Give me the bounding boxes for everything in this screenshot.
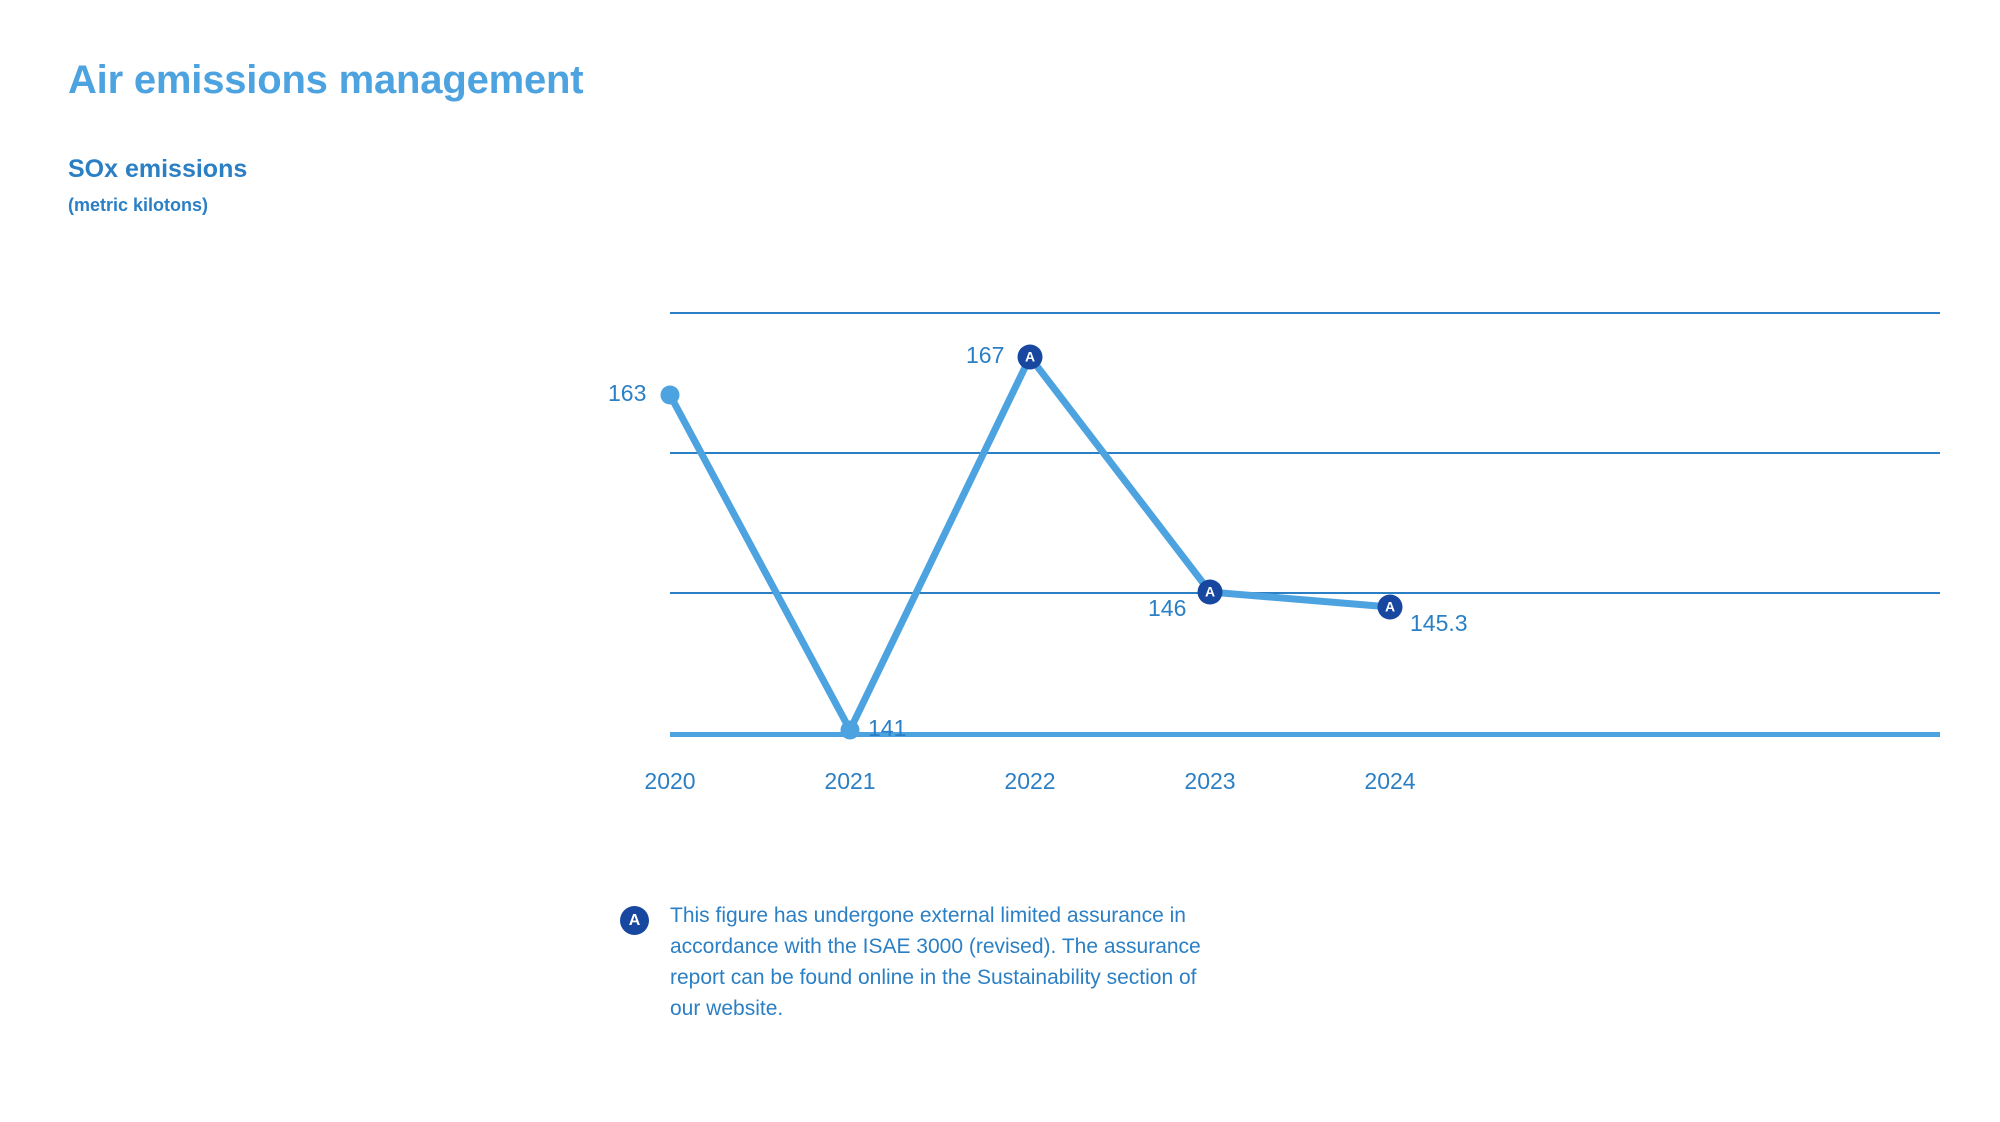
data-label-2022: 167 xyxy=(966,342,1005,368)
series-line xyxy=(670,300,1940,750)
chart-units-label: (metric kilotons) xyxy=(68,195,209,215)
data-label-2024: 145.3 xyxy=(1410,610,1468,636)
plot-area xyxy=(608,300,1940,794)
data-point-2024[interactable]: A xyxy=(1378,595,1403,620)
x-tick-label-2023: 2023 xyxy=(1184,768,1236,794)
footnote-text: This figure has undergone external limited assurance in accordance with the ISAE 3000 (revised). The assurance report can be found online in the Sustainability section of our website. xyxy=(670,904,1201,1020)
data-label-2021: 141 xyxy=(868,715,907,741)
x-tick-label-2020: 2020 xyxy=(644,768,696,794)
chart-title: SOx emissions xyxy=(68,155,248,183)
x-tick-label-2022: 2022 xyxy=(1004,768,1056,794)
data-label-2023: 146 xyxy=(1148,595,1187,621)
footnote xyxy=(620,900,1220,1024)
x-tick-label-2021: 2021 xyxy=(824,768,876,794)
data-point-2020[interactable] xyxy=(661,386,680,405)
data-label-2020: 163 xyxy=(608,380,647,406)
x-tick-label-2024: 2024 xyxy=(1364,768,1416,794)
assurance-badge-icon: A xyxy=(620,906,649,935)
data-point-2022[interactable]: A xyxy=(1018,345,1043,370)
data-point-2023[interactable]: A xyxy=(1198,580,1223,605)
data-point-2021[interactable] xyxy=(841,721,860,740)
page-title: Air emissions management xyxy=(68,58,584,102)
